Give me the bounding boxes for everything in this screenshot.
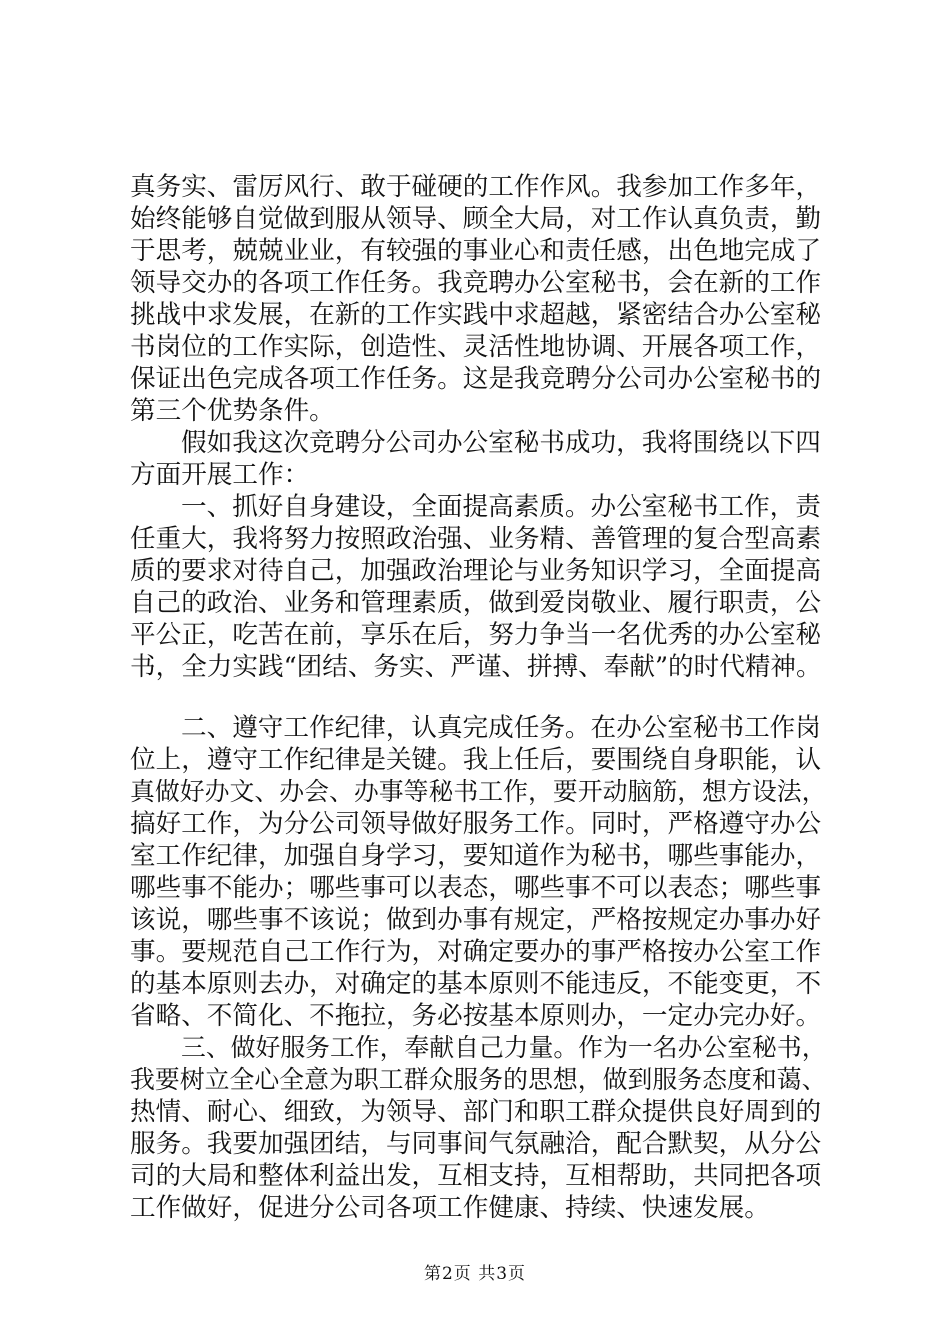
text-line: 服务。我要加强团结，与同事间气氛融洽，配合默契，从分公 bbox=[130, 1129, 822, 1159]
text-line: 平公正，吃苦在前，享乐在后，努力争当一名优秀的办公室秘 bbox=[130, 620, 822, 650]
text-line: 假如我这次竞聘分公司办公室秘书成功，我将围绕以下四 bbox=[181, 428, 821, 458]
text-line: 事。要规范自己工作行为，对确定要办的事严格按办公室工作 bbox=[130, 937, 822, 967]
text-line: 书岗位的工作实际，创造性、灵活性地协调、开展各项工作， bbox=[130, 332, 822, 362]
text-line: 方面开展工作： bbox=[130, 460, 310, 490]
paragraph-point-three bbox=[130, 1032, 830, 1224]
text-line: 真做好办文、办会、办事等秘书工作，要开动脑筋，想方设法， bbox=[130, 777, 827, 806]
text-line: 第三个优势条件。 bbox=[130, 396, 335, 426]
text-line: 真务实、雷厉风行、敢于碰硬的工作作风。我参加工作多年， bbox=[130, 172, 822, 202]
text-line: 一、抓好自身建设，全面提高素质。办公室秘书工作，责 bbox=[181, 492, 821, 522]
text-line: 挑战中求发展，在新的工作实践中求超越，紧密结合办公室秘 bbox=[130, 300, 822, 330]
text-line: 的基本原则去办，对确定的基本原则不能违反，不能变更，不 bbox=[130, 969, 822, 999]
paragraph-gap bbox=[130, 683, 830, 712]
paragraph-continuation bbox=[130, 171, 830, 427]
text-line: 哪些事不能办；哪些事可以表态，哪些事不可以表态；哪些事 bbox=[130, 873, 822, 903]
paragraph-intro bbox=[130, 427, 830, 491]
text-line: 质的要求对待自己，加强政治理论与业务知识学习，全面提高 bbox=[130, 556, 822, 586]
paragraph-point-two bbox=[130, 712, 830, 1032]
text-line: 位上，遵守工作纪律是关键。我上任后，要围绕自身职能，认 bbox=[130, 745, 822, 775]
text-line: 领导交办的各项工作任务。我竞聘办公室秘书，会在新的工作 bbox=[130, 268, 822, 298]
text-line: 始终能够自觉做到服从领导、顾全大局，对工作认真负责，勤 bbox=[130, 204, 822, 234]
text-line: 司的大局和整体利益出发，互相支持，互相帮助，共同把各项 bbox=[130, 1161, 822, 1191]
text-line: 热情、耐心、细致，为领导、部门和职工群众提供良好周到的 bbox=[130, 1097, 822, 1127]
text-line: 自己的政治、业务和管理素质，做到爱岗敬业、履行职责，公 bbox=[130, 588, 822, 618]
page-footer: 第2页 共3页 bbox=[423, 1264, 527, 1284]
text-line: 书，全力实践“团结、务实、严谨、拼搏、奉献”的时代精神。 bbox=[130, 652, 822, 682]
paragraph-point-one bbox=[130, 491, 830, 683]
text-line: 我要树立全心全意为职工群众服务的思想，做到服务态度和蔼、 bbox=[130, 1065, 827, 1094]
text-line: 搞好工作，为分公司领导做好服务工作。同时，严格遵守办公 bbox=[130, 809, 822, 839]
text-line: 该说，哪些事不该说；做到办事有规定，严格按规定办事办好 bbox=[130, 905, 822, 935]
text-line: 三、做好服务工作，奉献自己力量。作为一名办公室秘书， bbox=[181, 1033, 827, 1062]
text-line: 保证出色完成各项工作任务。这是我竞聘分公司办公室秘书的 bbox=[130, 364, 822, 394]
text-line: 二、遵守工作纪律，认真完成任务。在办公室秘书工作岗 bbox=[181, 713, 821, 743]
text-line: 省略、不简化、不拖拉，务必按基本原则办，一定办完办好。 bbox=[130, 1001, 822, 1031]
text-line: 于思考，兢兢业业，有较强的事业心和责任感，出色地完成了 bbox=[130, 236, 822, 266]
text-line: 室工作纪律，加强自身学习，要知道作为秘书，哪些事能办， bbox=[130, 841, 822, 871]
text-line: 任重大，我将努力按照政治强、业务精、善管理的复合型高素 bbox=[130, 524, 822, 554]
document-body bbox=[130, 171, 830, 1224]
text-line: 工作做好，促进分公司各项工作健康、持续、快速发展。 bbox=[130, 1193, 770, 1223]
